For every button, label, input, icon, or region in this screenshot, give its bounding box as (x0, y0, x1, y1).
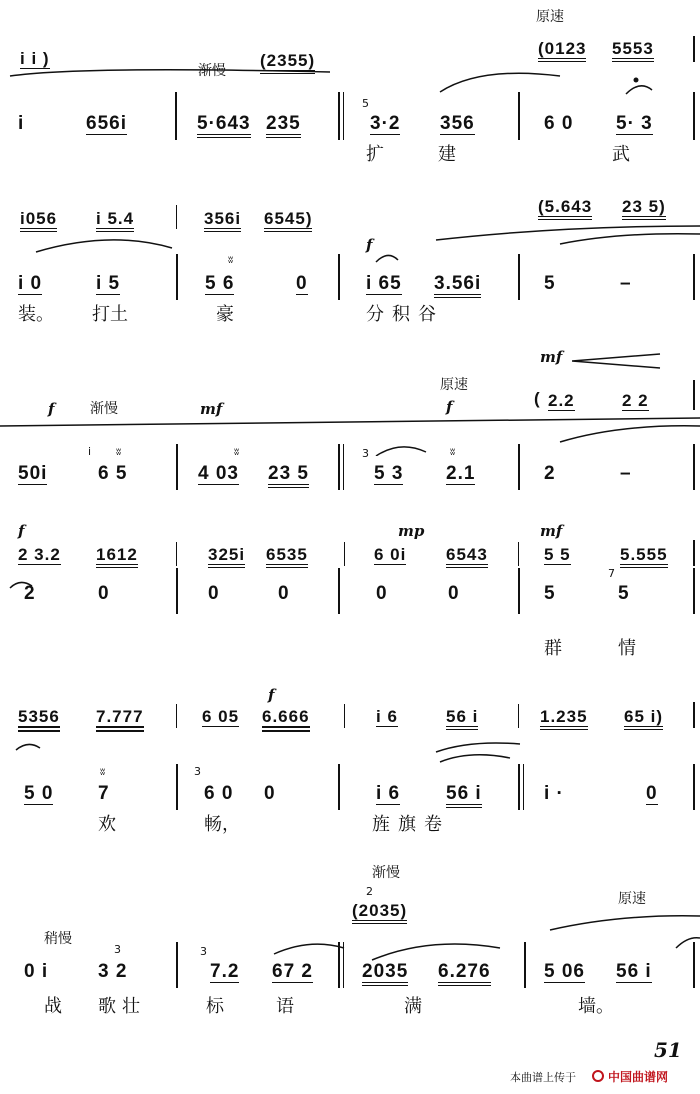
slur (0, 908, 700, 968)
barline (518, 568, 520, 614)
vocal-note: 4 03 (198, 463, 239, 484)
instrumental-note: 65 i) (624, 708, 663, 730)
barline (343, 92, 344, 140)
lyric: 歌壮 (98, 996, 146, 1017)
barline (176, 542, 177, 566)
barline (176, 942, 178, 988)
barline (518, 764, 520, 810)
dynamic-mark: f (18, 522, 25, 540)
slur (0, 58, 700, 98)
slur (0, 736, 700, 766)
barline (693, 540, 695, 566)
lyric: 战 (44, 996, 62, 1017)
lyric: 武 (612, 144, 630, 165)
barline (343, 942, 344, 988)
dynamic-mark: mp (398, 522, 425, 540)
instrumental-note: 2.2 (548, 391, 575, 410)
instrumental-note: 5356 (18, 708, 60, 732)
barline (338, 764, 340, 810)
barline (344, 704, 345, 728)
vocal-note: 5· 3 (616, 113, 653, 134)
vocal-note: 656i (86, 113, 127, 134)
vocal-note: 0 (646, 783, 658, 804)
slur (0, 416, 700, 456)
barline (176, 764, 178, 810)
vocal-note: 6 5 (98, 463, 128, 484)
instrumental-note: (2035) (352, 902, 407, 924)
vocal-note: 7 (98, 783, 110, 804)
barline (338, 254, 340, 300)
lyric: 豪 (216, 304, 234, 325)
vocal-note: 7.2 (210, 961, 240, 982)
vocal-note: i 6 (376, 783, 401, 804)
vocal-note: 5 (544, 273, 556, 294)
instrumental-note: (5.643 (538, 198, 592, 220)
barline (518, 704, 519, 728)
instrumental-note: (0123 (538, 40, 586, 62)
lyric: 语 (276, 996, 294, 1017)
instrumental-note: 6 05 (202, 707, 240, 726)
grace-note: 5 (362, 97, 369, 110)
dynamic-mark: f (366, 236, 373, 254)
instrumental-note: 2 3.2 (18, 545, 61, 564)
vocal-note: 5·643 (197, 114, 251, 138)
vocal-note: 50i (18, 463, 48, 484)
barline (176, 568, 178, 614)
instrumental-note: 5.555 (620, 546, 668, 568)
instrumental-note: 56 i (446, 708, 478, 730)
instrumental-note: 7.777 (96, 708, 144, 732)
barline (176, 254, 178, 300)
tempo-mark: 原速 (536, 9, 564, 25)
vocal-note: 3·2 (370, 113, 401, 134)
footer-note: 本曲谱上传于 (510, 1071, 576, 1084)
instrumental-note: 356i (204, 210, 241, 232)
barline (176, 704, 177, 728)
instrumental-note: i i ) (20, 49, 50, 68)
barline (518, 444, 520, 490)
grace-note: 3 (114, 943, 121, 956)
vocal-note: 3 2 (98, 961, 128, 982)
barline (518, 542, 519, 566)
vocal-note: 67 2 (272, 961, 313, 982)
lyric: 畅， (204, 814, 240, 835)
dynamic-mark: f (268, 686, 275, 704)
barline (338, 942, 340, 988)
vocal-note: 0 (208, 583, 220, 604)
ornament: ʬ (100, 767, 106, 778)
instrumental-note: 6543 (446, 546, 488, 568)
barline (175, 92, 177, 140)
tempo-mark: 原速 (440, 377, 468, 393)
vocal-note: i (18, 113, 25, 134)
vocal-note: 2 (24, 583, 36, 604)
grace-note: 2 (366, 885, 373, 898)
vocal-note: 0 (448, 583, 460, 604)
instrumental-note: 1.235 (540, 708, 588, 730)
vocal-note: 6 0 (204, 783, 234, 804)
vocal-note: 5 3 (374, 463, 404, 484)
vocal-note: 0 (296, 273, 308, 294)
instrumental-note: ( (534, 389, 541, 408)
tempo-mark: 渐慢 (198, 63, 226, 79)
barline (343, 444, 344, 490)
ornament: ʬ (116, 447, 122, 458)
tempo-mark: 渐慢 (372, 865, 400, 881)
ornament: ʬ (234, 447, 240, 458)
crescendo-hairpin (572, 352, 662, 372)
vocal-note: 23 5 (268, 464, 309, 488)
instrumental-note: i056 (20, 210, 57, 232)
instrumental-note: i 5.4 (96, 210, 134, 232)
barline (693, 702, 695, 728)
vocal-note: 2 (544, 463, 556, 484)
instrumental-note: 6 0i (374, 545, 407, 564)
vocal-note: – (620, 273, 632, 294)
vocal-note: 0 (98, 583, 110, 604)
barline (693, 942, 695, 988)
dynamic-mark: mf (200, 400, 223, 418)
vocal-note: 356 (440, 113, 475, 134)
barline (693, 92, 695, 140)
dynamic-mark: f (446, 398, 453, 416)
ornament: ʬ (450, 447, 456, 458)
vocal-note: 5 (544, 583, 556, 604)
barline (693, 254, 695, 300)
vocal-note: 6.276 (438, 962, 491, 986)
vocal-note: i 0 (18, 273, 43, 294)
barline (693, 764, 695, 810)
lyric: 满 (404, 996, 422, 1017)
barline (518, 92, 520, 140)
barline (693, 380, 695, 410)
vocal-note: i · (544, 783, 564, 804)
site-logo-icon (592, 1070, 604, 1082)
barline (338, 92, 340, 140)
lyric: 分积谷 (366, 304, 444, 325)
vocal-note: 0 (376, 583, 388, 604)
vocal-note: 2.1 (446, 463, 476, 484)
barline (693, 444, 695, 490)
instrumental-note: 325i (208, 546, 245, 568)
grace-note: 3 (362, 447, 369, 460)
vocal-note: 0 (278, 583, 290, 604)
barline (344, 542, 345, 566)
instrumental-note: i 6 (376, 707, 398, 726)
instrumental-note: 1612 (96, 546, 138, 568)
dynamic-mark: mf (540, 522, 563, 540)
vocal-note: 56 i (446, 784, 482, 808)
vocal-note: 5 6 (205, 273, 235, 294)
barline (693, 568, 695, 614)
dynamic-mark: mf (540, 348, 563, 366)
page-number: 51 (654, 1038, 682, 1062)
vocal-note: 3.56i (434, 274, 481, 298)
vocal-note: 0 (264, 783, 276, 804)
vocal-note: i 65 (366, 273, 402, 294)
barline (338, 444, 340, 490)
lyric: 打土 (92, 304, 128, 325)
vocal-note: – (620, 463, 632, 484)
instrumental-note: 5 5 (544, 545, 571, 564)
barline (176, 444, 178, 490)
instrumental-note: (2355) (260, 52, 315, 74)
instrumental-note: 5553 (612, 40, 654, 62)
vocal-note: 5 (618, 583, 630, 604)
grace-note: 3 (200, 945, 207, 958)
barline (338, 568, 340, 614)
instrumental-note: 23 5) (622, 198, 666, 220)
lyric: 情 (618, 638, 636, 659)
lyric: 群 (544, 638, 562, 659)
ornament: ʬ (228, 255, 234, 266)
lyric: 旌旗卷 (372, 814, 450, 835)
grace-note: 3 (194, 765, 201, 778)
barline (524, 942, 526, 988)
dynamic-mark: f (48, 400, 55, 418)
vocal-note: 2035 (362, 962, 408, 986)
vocal-note: 5 0 (24, 783, 54, 804)
vocal-note: 5 06 (544, 961, 585, 982)
site-name[interactable]: 中国曲谱网 (608, 1070, 669, 1084)
vocal-note: 235 (266, 114, 301, 138)
lyric: 欢 (98, 814, 116, 835)
vocal-note: 0 i (24, 961, 49, 982)
tempo-mark: 原速 (618, 891, 646, 907)
lyric: 标 (206, 996, 224, 1017)
instrumental-note: 2 2 (622, 391, 649, 410)
grace-note: 7 (608, 567, 615, 580)
lyric: 扩 (366, 144, 384, 165)
tempo-mark: 稍慢 (44, 931, 72, 947)
vocal-note: 56 i (616, 961, 652, 982)
tempo-mark: 渐慢 (90, 401, 118, 417)
vocal-note: 6 0 (544, 113, 574, 134)
barline (523, 764, 524, 810)
grace-note: i (88, 445, 92, 458)
lyric: 装。 (18, 304, 54, 325)
vocal-note: i 5 (96, 273, 121, 294)
slur (0, 224, 700, 264)
lyric: 墙。 (578, 996, 614, 1017)
lyric: 建 (438, 144, 456, 165)
instrumental-note: 6545) (264, 210, 312, 232)
barline (518, 254, 520, 300)
instrumental-note: 6.666 (262, 708, 310, 732)
instrumental-note: 6535 (266, 546, 308, 568)
